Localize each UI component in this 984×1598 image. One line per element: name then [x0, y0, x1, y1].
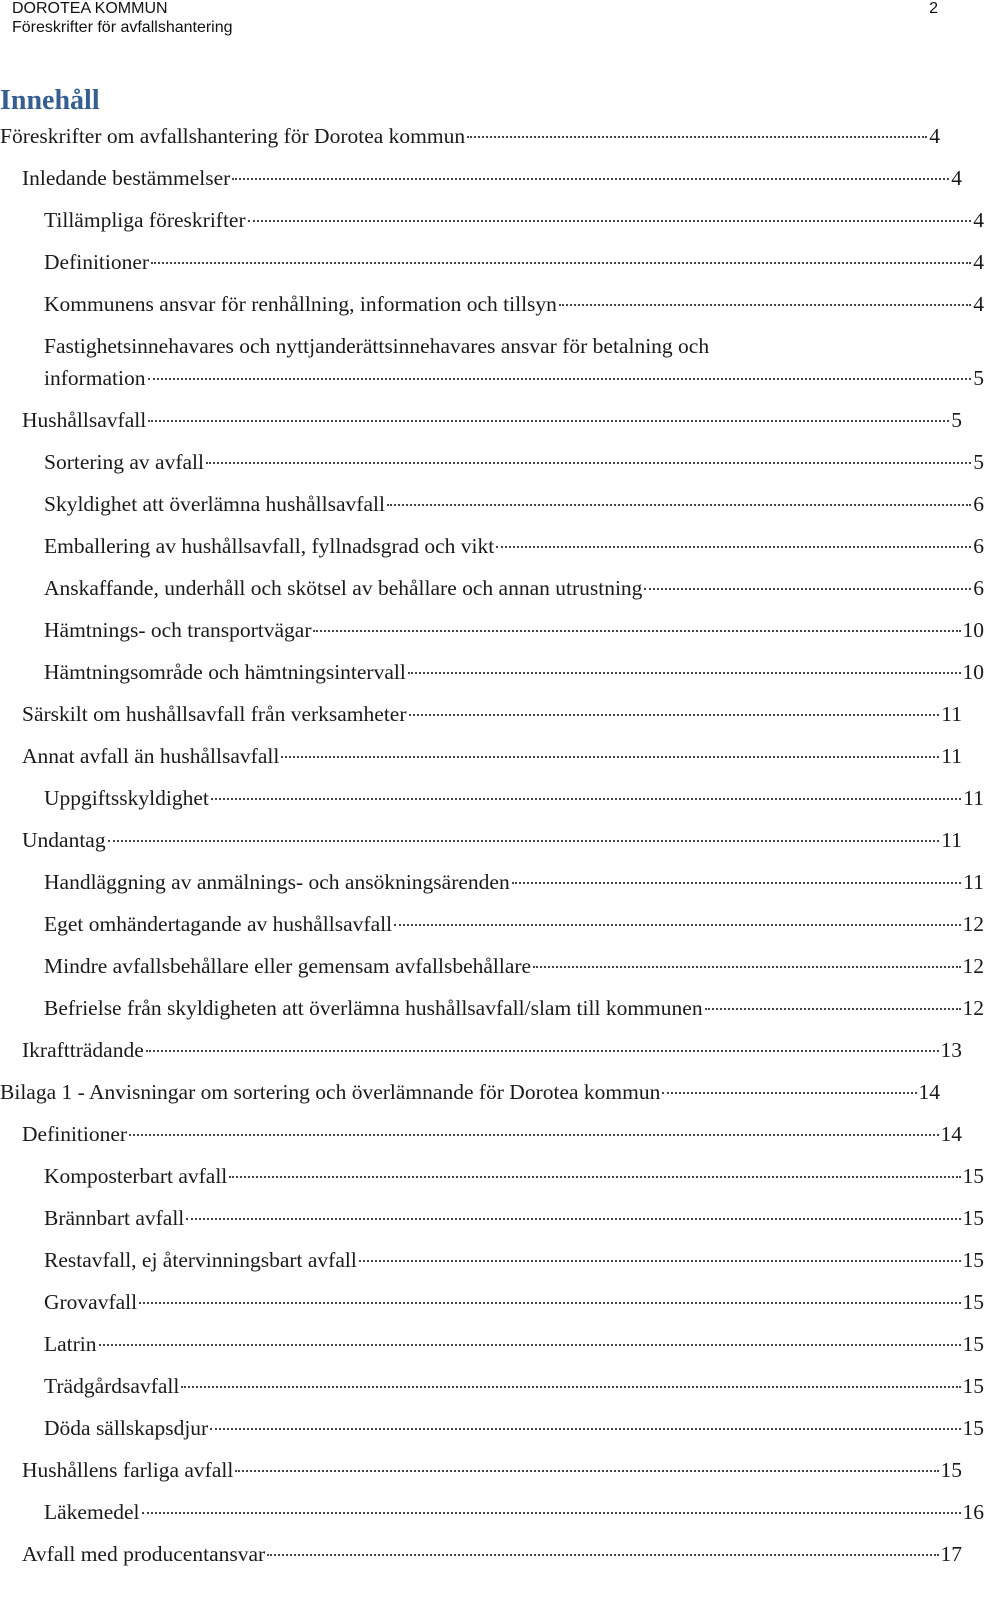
toc-entry-page: 15 [962, 1248, 984, 1272]
toc-entry-page: 11 [963, 870, 984, 894]
dot-leader [662, 1091, 916, 1094]
toc-entry[interactable] [0, 530, 984, 562]
toc-entry-page: 5 [973, 366, 984, 390]
dot-leader [229, 1175, 960, 1178]
toc-entry[interactable] [0, 204, 984, 236]
toc-entry-label: Emballering av hushållsavfall, fyllnadsgrad och vikt [44, 534, 495, 558]
dot-leader [148, 419, 949, 422]
toc-entry-row [22, 1454, 962, 1486]
toc-entry-page: 16 [962, 1500, 984, 1524]
toc-entry-page: 6 [973, 576, 984, 600]
toc-entry-page: 4 [973, 208, 984, 232]
toc-entry-page: 4 [973, 250, 984, 274]
toc-entry-label: Hämtnings- och transportvägar [44, 618, 312, 642]
toc-entry-label: Särskilt om hushållsavfall från verksamheter [22, 702, 407, 726]
toc-entry-page: 15 [962, 1164, 984, 1188]
dot-leader [211, 797, 961, 800]
toc-entry-page: 13 [940, 1038, 962, 1062]
toc-entry-page: 6 [973, 534, 984, 558]
toc-entry-label: Hushållsavfall [22, 408, 147, 432]
dot-leader [248, 219, 972, 222]
toc-entry-label-line1: Fastighetsinnehavares och nyttjanderättsinnehavares ansvar för betalning och [44, 334, 710, 358]
header-org: DOROTEA KOMMUN [12, 0, 168, 17]
toc-entry-page: 4 [973, 292, 984, 316]
toc-entry[interactable] [0, 1328, 984, 1360]
toc-entry-row [44, 246, 984, 278]
toc-entry-label: Hushållens farliga avfall [22, 1458, 234, 1482]
toc-entry-label: Komposterbart avfall [44, 1164, 228, 1188]
dot-leader [181, 1385, 960, 1388]
toc-entry-row [44, 866, 984, 898]
toc-entry[interactable] [0, 446, 984, 478]
toc-entry-label: Latrin [44, 1332, 97, 1356]
toc-entry-label: Trädgårdsavfall [44, 1374, 180, 1398]
toc-entry-page: 15 [962, 1332, 984, 1356]
toc-entry-label: Uppgiftsskyldighet [44, 786, 209, 810]
toc-entry[interactable] [0, 1202, 984, 1234]
dot-leader [409, 713, 940, 716]
toc-entry-page: 11 [941, 828, 962, 852]
toc-entry[interactable] [0, 1286, 984, 1318]
toc-entry-label: Läkemedel [44, 1500, 140, 1524]
toc-entry-page: 10 [962, 660, 984, 684]
toc-entry[interactable] [0, 120, 940, 152]
dot-leader [148, 377, 972, 380]
toc-entry-page: 15 [940, 1458, 962, 1482]
toc-entry-row [44, 950, 984, 982]
toc-entry-page: 12 [962, 954, 984, 978]
toc-entry-page: 14 [940, 1122, 962, 1146]
dot-leader [99, 1343, 961, 1346]
toc-entry-row [44, 656, 984, 688]
toc-entry-page: 12 [962, 996, 984, 1020]
toc-entry-row [44, 488, 984, 520]
dot-leader [139, 1301, 960, 1304]
toc-entry-label: Annat avfall än hushållsavfall [22, 744, 280, 768]
toc-entry-row [44, 446, 984, 478]
toc-entry-page: 12 [962, 912, 984, 936]
toc-entry-page: 10 [962, 618, 984, 642]
toc-entry-label: Kommunens ansvar för renhållning, information och tillsyn [44, 292, 557, 316]
toc-entry[interactable] [0, 1454, 962, 1486]
toc-entry-row [22, 824, 962, 856]
toc-entry-row [44, 288, 984, 320]
toc-entry-row [44, 1286, 984, 1318]
toc-entry-label: Grovavfall [44, 1290, 138, 1314]
toc-entry-label: Föreskrifter om avfallshantering för Dorotea kommun [0, 124, 466, 148]
toc-entry[interactable] [0, 404, 962, 436]
toc-entry-label: Eget omhändertagande av hushållsavfall [44, 912, 393, 936]
toc-entry-page: 11 [941, 744, 962, 768]
toc-entry[interactable] [0, 1412, 984, 1444]
toc-entry-row [22, 1034, 962, 1066]
dot-leader [512, 881, 962, 884]
header-page-number: 2 [929, 0, 938, 17]
toc-entry-row [22, 1538, 962, 1570]
toc-entry[interactable] [0, 1496, 984, 1528]
dot-leader [496, 545, 971, 548]
dot-leader [705, 1007, 961, 1010]
toc-entry-row [22, 1118, 962, 1150]
toc-entry-page: 15 [962, 1416, 984, 1440]
toc-entry-row [22, 740, 962, 772]
dot-leader [142, 1511, 961, 1514]
toc-entry-label: Brännbart avfall [44, 1206, 185, 1230]
toc-entry[interactable] [0, 330, 984, 394]
toc-entry-label: Handläggning av anmälnings- och ansökningsärenden [44, 870, 510, 894]
toc-entry-row [22, 698, 962, 730]
toc-entry[interactable] [0, 698, 962, 730]
toc-entry-row [44, 530, 984, 562]
toc-entry-page: 6 [973, 492, 984, 516]
dot-leader [206, 461, 971, 464]
toc-entry-label: Sortering av avfall [44, 450, 205, 474]
toc-entry[interactable] [0, 992, 984, 1024]
toc-entry[interactable] [0, 908, 984, 940]
toc-entry-row [44, 1412, 984, 1444]
dot-leader [533, 965, 960, 968]
toc-entry-row [44, 1370, 984, 1402]
toc-entry-page: 4 [929, 124, 940, 148]
toc-entry-page: 5 [973, 450, 984, 474]
toc-entry-row [44, 1202, 984, 1234]
toc-entry[interactable] [0, 572, 984, 604]
toc-entry[interactable] [0, 1370, 984, 1402]
toc-entry-label: Skyldighet att överlämna hushållsavfall [44, 492, 385, 516]
dot-leader [210, 1427, 960, 1430]
toc-entry-row [44, 908, 984, 940]
toc-entry[interactable] [0, 1244, 984, 1276]
toc-entry-page: 17 [940, 1542, 962, 1566]
toc-entry-row [44, 362, 984, 394]
toc-entry-label: Hämtningsområde och hämtningsintervall [44, 660, 406, 684]
dot-leader [235, 1469, 938, 1472]
page-header [12, 0, 938, 40]
toc-entry[interactable] [0, 1118, 962, 1150]
toc-entry-row [44, 572, 984, 604]
toc-entry-row [44, 1496, 984, 1528]
dot-leader [408, 671, 961, 674]
toc-entry-row [0, 120, 940, 152]
toc-entry-row [44, 992, 984, 1024]
toc-entry-label: Definitioner [44, 250, 150, 274]
toc-entry[interactable] [0, 740, 962, 772]
dot-leader [108, 839, 940, 842]
toc-entry[interactable] [0, 824, 962, 856]
toc-entry-row [44, 1244, 984, 1276]
toc-entry[interactable] [0, 246, 984, 278]
toc-entry[interactable] [0, 1160, 984, 1192]
toc-entry-page: 15 [962, 1290, 984, 1314]
toc-entry-row [22, 162, 962, 194]
toc-entry-label: Befrielse från skyldigheten att överlämna hushållsavfall/slam till kommunen [44, 996, 703, 1020]
toc-entry-label: Tillämpliga föreskrifter [44, 208, 246, 232]
toc-entry-label: Bilaga 1 - Anvisningar om sortering och överlämnande för Dorotea kommun [0, 1080, 661, 1104]
toc-entry-label: Anskaffande, underhåll och skötsel av behållare och annan utrustning [44, 576, 643, 600]
toc-entry[interactable] [0, 1034, 962, 1066]
toc-entry-label: Döda sällskapsdjur [44, 1416, 209, 1440]
toc-entry[interactable] [0, 656, 984, 688]
toc-entry-row [44, 1328, 984, 1360]
toc-entry-label: Definitioner [22, 1122, 128, 1146]
toc-entry-page: 14 [918, 1080, 940, 1104]
dot-leader [151, 261, 971, 264]
dot-leader [267, 1553, 938, 1556]
toc-entry-label: Restavfall, ej återvinningsbart avfall [44, 1248, 357, 1272]
dot-leader [387, 503, 971, 506]
toc-entry-page: 11 [941, 702, 962, 726]
toc-entry[interactable] [0, 950, 984, 982]
toc-entry[interactable] [0, 614, 984, 646]
toc-entry-label: Inledande bestämmelser [22, 166, 231, 190]
dot-leader [559, 303, 971, 306]
toc-entry[interactable] [0, 288, 984, 320]
dot-leader [281, 755, 939, 758]
toc-entry[interactable] [0, 162, 962, 194]
toc-entry-row [44, 1160, 984, 1192]
toc-entry-page: 15 [962, 1206, 984, 1230]
toc-entry-page: 5 [951, 408, 962, 432]
toc-entry-page: 15 [962, 1374, 984, 1398]
header-subtitle: Föreskrifter för avfallshantering [12, 19, 233, 36]
toc-entry-page: 11 [963, 786, 984, 810]
toc-entry[interactable] [0, 1076, 940, 1108]
toc-entry-row [44, 614, 984, 646]
dot-leader [644, 587, 971, 590]
toc-entry-label: Mindre avfallsbehållare eller gemensam avfallsbehållare [44, 954, 532, 978]
toc-entry-page: 4 [951, 166, 962, 190]
toc-entry[interactable] [0, 782, 984, 814]
dot-leader [394, 923, 960, 926]
toc-entry-label: Avfall med producentansvar [22, 1542, 266, 1566]
dot-leader [146, 1049, 939, 1052]
dot-leader [313, 629, 960, 632]
toc-entry[interactable] [0, 866, 984, 898]
toc-entry-label: Ikraftträdande [22, 1038, 144, 1062]
dot-leader [467, 135, 927, 138]
toc-entry-label: information [44, 366, 146, 390]
dot-leader [359, 1259, 961, 1262]
toc-entry[interactable] [0, 1538, 962, 1570]
toc-entry-label: Undantag [22, 828, 106, 852]
dot-leader [186, 1217, 960, 1220]
toc-entry-row [44, 204, 984, 236]
toc-entry-row [0, 1076, 940, 1108]
toc-title: Innehåll [0, 85, 100, 116]
toc-entry-row [22, 404, 962, 436]
toc-entry[interactable] [0, 488, 984, 520]
toc-entry-row [44, 782, 984, 814]
dot-leader [232, 177, 949, 180]
dot-leader [129, 1133, 938, 1136]
